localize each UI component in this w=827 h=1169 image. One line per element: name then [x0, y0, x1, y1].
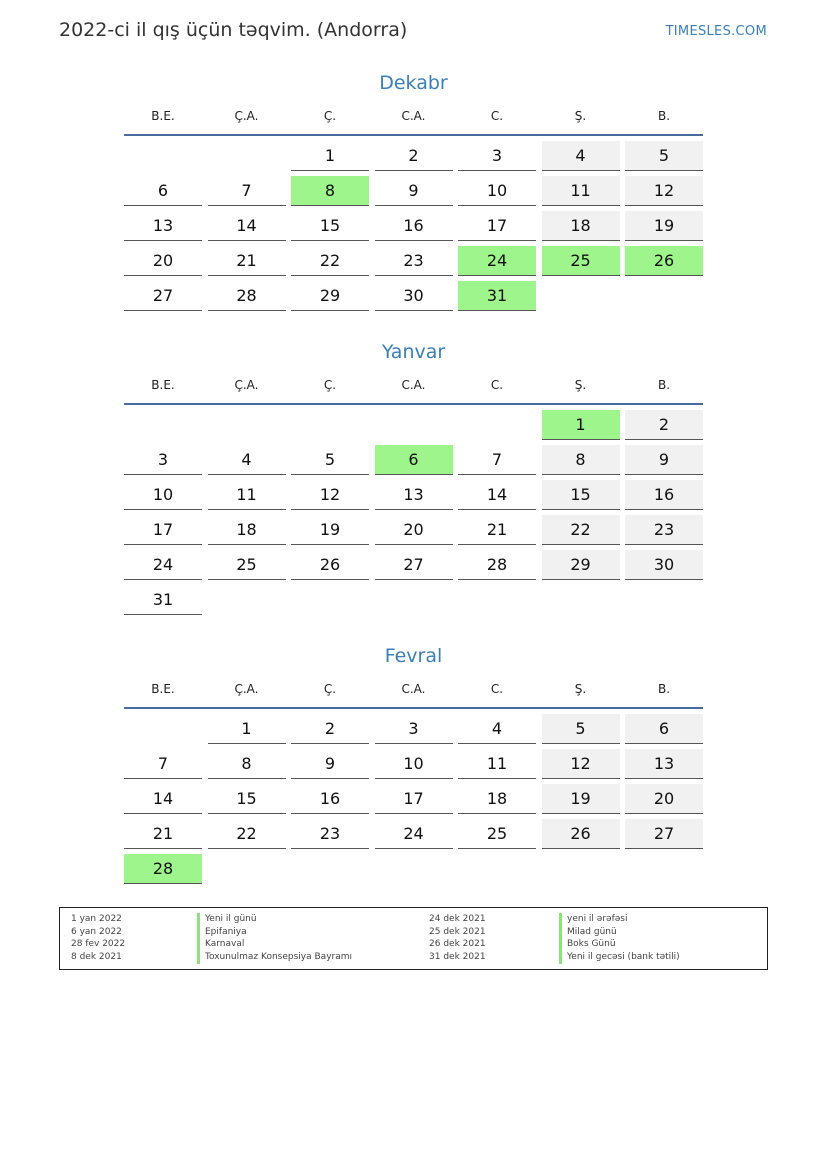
- holiday-day-cell: 6: [375, 445, 453, 475]
- day-grid: [124, 714, 703, 884]
- day-cell: 28: [458, 550, 536, 580]
- day-cell: 16: [375, 211, 453, 241]
- holiday-day-cell: 25: [542, 246, 620, 276]
- empty-cell: [124, 410, 202, 439]
- day-cell: 29: [542, 550, 620, 580]
- day-cell: 30: [625, 550, 703, 580]
- empty-cell: [208, 141, 286, 170]
- day-cell: 10: [375, 749, 453, 779]
- weekday-label: B.E.: [151, 109, 175, 123]
- day-cell: 13: [375, 480, 453, 510]
- day-cell: 19: [542, 784, 620, 814]
- weekday-header: [124, 103, 703, 129]
- legend-holiday-name: Karnaval: [197, 938, 244, 951]
- legend-row: [60, 951, 767, 964]
- holiday-day-cell: 8: [291, 176, 369, 206]
- legend-holiday-name: Milad günü: [559, 926, 617, 939]
- day-cell: 11: [208, 480, 286, 510]
- legend-date: 8 dek 2021: [71, 952, 122, 962]
- day-cell: 19: [625, 211, 703, 241]
- header-rule: [124, 707, 703, 709]
- holiday-day-cell: 26: [625, 246, 703, 276]
- holiday-day-cell: 31: [458, 281, 536, 311]
- month-fevral: [124, 641, 703, 884]
- day-cell: 4: [458, 714, 536, 744]
- day-cell: 10: [124, 480, 202, 510]
- weekday-label: B.: [657, 109, 671, 123]
- legend-holiday-name: Yeni il gecəsi (bank tətili): [559, 951, 680, 964]
- day-grid: [124, 141, 703, 311]
- empty-cell: [458, 410, 536, 439]
- month-yanvar: [124, 337, 703, 615]
- weekday-label: Ç.: [323, 378, 337, 392]
- empty-cell: [124, 141, 202, 170]
- day-grid: [124, 410, 703, 615]
- day-cell: 7: [458, 445, 536, 475]
- day-cell: 2: [291, 714, 369, 744]
- weekday-label: Ç.A.: [234, 682, 259, 696]
- weekday-label: B.: [657, 682, 671, 696]
- day-cell: 18: [458, 784, 536, 814]
- weekday-label: Ç.: [323, 682, 337, 696]
- holiday-legend: [59, 907, 768, 970]
- day-cell: 10: [458, 176, 536, 206]
- empty-cell: [291, 410, 369, 439]
- legend-row: [60, 913, 767, 926]
- day-cell: 15: [542, 480, 620, 510]
- legend-date: 6 yan 2022: [71, 927, 122, 937]
- day-cell: 8: [208, 749, 286, 779]
- day-cell: 17: [124, 515, 202, 545]
- day-cell: 13: [124, 211, 202, 241]
- legend-holiday-name: Boks Günü: [559, 938, 616, 951]
- legend-date: 28 fev 2022: [71, 939, 126, 949]
- day-cell: 1: [291, 141, 369, 171]
- weekday-label: B.E.: [151, 682, 175, 696]
- day-cell: 21: [208, 246, 286, 276]
- legend-holiday-name: yeni il ərəfəsi: [559, 913, 627, 926]
- month-title: Fevral: [384, 645, 443, 667]
- day-cell: 18: [208, 515, 286, 545]
- day-cell: 3: [458, 141, 536, 171]
- day-cell: 27: [375, 550, 453, 580]
- day-cell: 8: [542, 445, 620, 475]
- day-cell: 31: [124, 585, 202, 615]
- day-cell: 24: [124, 550, 202, 580]
- legend-date: 24 dek 2021: [429, 914, 486, 924]
- empty-cell: [208, 410, 286, 439]
- day-cell: 19: [291, 515, 369, 545]
- day-cell: 25: [458, 819, 536, 849]
- day-cell: 23: [291, 819, 369, 849]
- legend-date: 1 yan 2022: [71, 914, 122, 924]
- day-cell: 17: [375, 784, 453, 814]
- weekday-header: [124, 372, 703, 398]
- day-cell: 9: [375, 176, 453, 206]
- holiday-day-cell: 24: [458, 246, 536, 276]
- day-cell: 20: [625, 784, 703, 814]
- empty-cell: [375, 410, 453, 439]
- day-cell: 2: [625, 410, 703, 440]
- day-cell: 4: [542, 141, 620, 171]
- day-cell: 26: [291, 550, 369, 580]
- legend-holiday-name: Epifaniya: [197, 926, 247, 939]
- day-cell: 15: [208, 784, 286, 814]
- day-cell: 26: [542, 819, 620, 849]
- weekday-label: C.: [490, 378, 504, 392]
- day-cell: 1: [208, 714, 286, 744]
- day-cell: 23: [625, 515, 703, 545]
- day-cell: 11: [458, 749, 536, 779]
- day-cell: 3: [375, 714, 453, 744]
- header-rule: [124, 403, 703, 405]
- day-cell: 7: [208, 176, 286, 206]
- weekday-label: C.A.: [401, 682, 426, 696]
- day-cell: 30: [375, 281, 453, 311]
- weekday-label: C.: [490, 682, 504, 696]
- day-cell: 22: [291, 246, 369, 276]
- day-cell: 29: [291, 281, 369, 311]
- day-cell: 5: [291, 445, 369, 475]
- day-cell: 11: [542, 176, 620, 206]
- day-cell: 4: [208, 445, 286, 475]
- day-cell: 12: [625, 176, 703, 206]
- legend-row: [60, 938, 767, 951]
- day-cell: 25: [208, 550, 286, 580]
- day-cell: 12: [542, 749, 620, 779]
- day-cell: 20: [124, 246, 202, 276]
- day-cell: 16: [291, 784, 369, 814]
- day-cell: 5: [542, 714, 620, 744]
- day-cell: 24: [375, 819, 453, 849]
- weekday-label: Ç.: [323, 109, 337, 123]
- month-title: Dekabr: [379, 72, 448, 94]
- weekday-label: C.: [490, 109, 504, 123]
- weekday-label: C.A.: [401, 378, 426, 392]
- weekday-label: B.E.: [151, 378, 175, 392]
- day-cell: 23: [375, 246, 453, 276]
- weekday-label: Ş.: [574, 682, 587, 696]
- day-cell: 14: [458, 480, 536, 510]
- weekday-label: B.: [657, 378, 671, 392]
- month-dekabr: [124, 68, 703, 311]
- day-cell: 22: [208, 819, 286, 849]
- empty-cell: [124, 714, 202, 743]
- legend-holiday-name: Toxunulmaz Konsepsiya Bayramı: [197, 951, 352, 964]
- day-cell: 16: [625, 480, 703, 510]
- day-cell: 27: [625, 819, 703, 849]
- day-cell: 12: [291, 480, 369, 510]
- weekday-label: Ç.A.: [234, 378, 259, 392]
- weekday-label: Ç.A.: [234, 109, 259, 123]
- day-cell: 28: [208, 281, 286, 311]
- holiday-day-cell: 1: [542, 410, 620, 440]
- weekday-header: [124, 676, 703, 702]
- day-cell: 17: [458, 211, 536, 241]
- page-title: 2022-ci il qış üçün təqvim. (Andorra): [59, 19, 408, 41]
- legend-date: 26 dek 2021: [429, 939, 486, 949]
- day-cell: 5: [625, 141, 703, 171]
- day-cell: 9: [291, 749, 369, 779]
- brand-link[interactable]: TIMESLES.COM: [665, 24, 767, 39]
- day-cell: 7: [124, 749, 202, 779]
- day-cell: 13: [625, 749, 703, 779]
- day-cell: 27: [124, 281, 202, 311]
- day-cell: 2: [375, 141, 453, 171]
- month-title: Yanvar: [381, 341, 446, 363]
- legend-holiday-name: Yeni il günü: [197, 913, 257, 926]
- weekday-label: C.A.: [401, 109, 426, 123]
- legend-date: 31 dek 2021: [429, 952, 486, 962]
- day-cell: 21: [458, 515, 536, 545]
- day-cell: 15: [291, 211, 369, 241]
- day-cell: 6: [124, 176, 202, 206]
- day-cell: 9: [625, 445, 703, 475]
- holiday-day-cell: 28: [124, 854, 202, 884]
- header-rule: [124, 134, 703, 136]
- day-cell: 14: [208, 211, 286, 241]
- weekday-label: Ş.: [574, 109, 587, 123]
- day-cell: 18: [542, 211, 620, 241]
- legend-date: 25 dek 2021: [429, 927, 486, 937]
- day-cell: 6: [625, 714, 703, 744]
- weekday-label: Ş.: [574, 378, 587, 392]
- day-cell: 22: [542, 515, 620, 545]
- day-cell: 20: [375, 515, 453, 545]
- day-cell: 21: [124, 819, 202, 849]
- day-cell: 3: [124, 445, 202, 475]
- day-cell: 14: [124, 784, 202, 814]
